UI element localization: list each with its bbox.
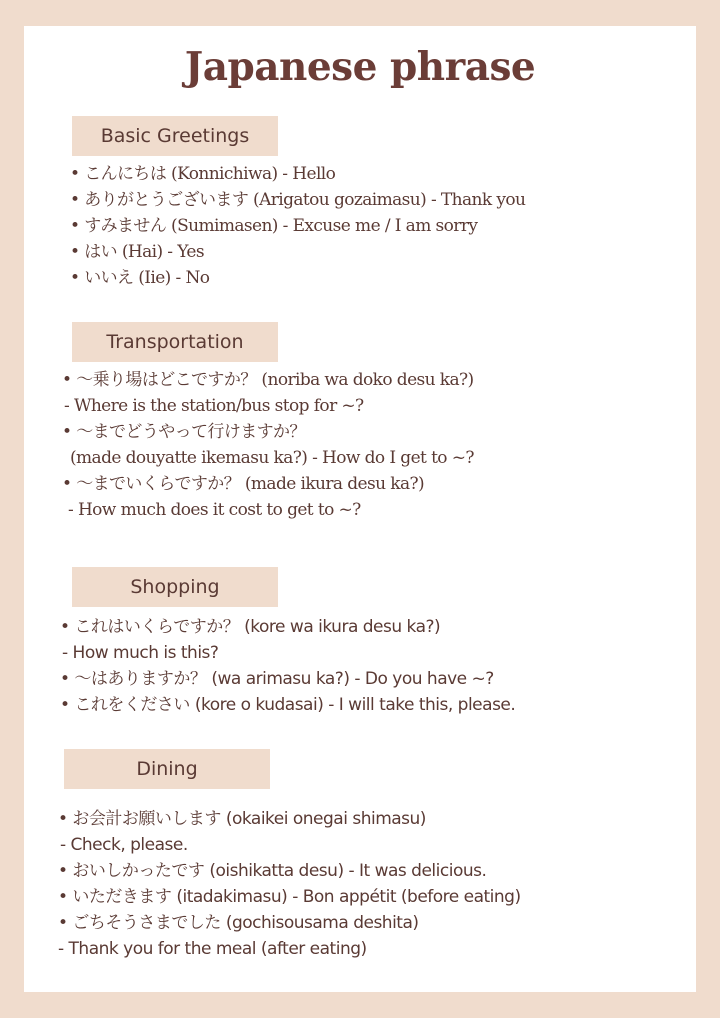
section-label-basic-greetings: Basic Greetings xyxy=(72,116,278,156)
page-title: Japanese phrase xyxy=(184,44,536,90)
phrase-line: • ありがとうございます (Arigatou gozaimasu) - Thank you xyxy=(70,190,526,210)
phrase-line: • ～はありますか？ (wa arimasu ka?) - Do you have ~? xyxy=(60,669,494,689)
phrase-line: • これをください (kore o kudasai) - I will take this, please. xyxy=(60,695,516,715)
section-label-dining: Dining xyxy=(64,749,270,789)
phrase-line: • これはいくらですか？ (kore wa ikura desu ka?) xyxy=(60,617,441,637)
phrase-line: • おいしかったです (oishikatta desu) - It was delicious. xyxy=(58,861,487,881)
section-label-shopping: Shopping xyxy=(72,567,278,607)
phrase-line: (made douyatte ikemasu ka?) - How do I get to ~? xyxy=(70,448,474,468)
phrase-line: • ごちそうさまでした (gochisousama deshita) xyxy=(58,913,419,933)
phrase-line: • ～までどうやって行けますか？ xyxy=(62,422,306,442)
phrase-line: - Check, please. xyxy=(60,835,188,855)
phrase-line: - Thank you for the meal (after eating) xyxy=(58,939,367,959)
phrase-line: - How much does it cost to get to ~? xyxy=(68,500,361,520)
phrase-line: • こんにちは (Konnichiwa) - Hello xyxy=(70,164,336,184)
phrase-line: - How much is this? xyxy=(62,643,219,663)
phrase-line: • ～までいくらですか？ (made ikura desu ka?) xyxy=(62,474,425,494)
phrase-line: • はい (Hai) - Yes xyxy=(70,242,204,262)
phrase-line: • お会計お願いします (okaikei onegai shimasu) xyxy=(58,809,426,829)
phrase-line: • すみません (Sumimasen) - Excuse me / I am sorry xyxy=(70,216,478,236)
phrase-line: • いただきます (itadakimasu) - Bon appétit (before eating) xyxy=(58,887,521,907)
phrase-line: • いいえ (Iie) - No xyxy=(70,268,210,288)
phrase-line: • ～乗り場はどこですか？ (noriba wa doko desu ka?) xyxy=(62,370,474,390)
phrase-line: - Where is the station/bus stop for ~? xyxy=(64,396,364,416)
section-label-transportation: Transportation xyxy=(72,322,278,362)
